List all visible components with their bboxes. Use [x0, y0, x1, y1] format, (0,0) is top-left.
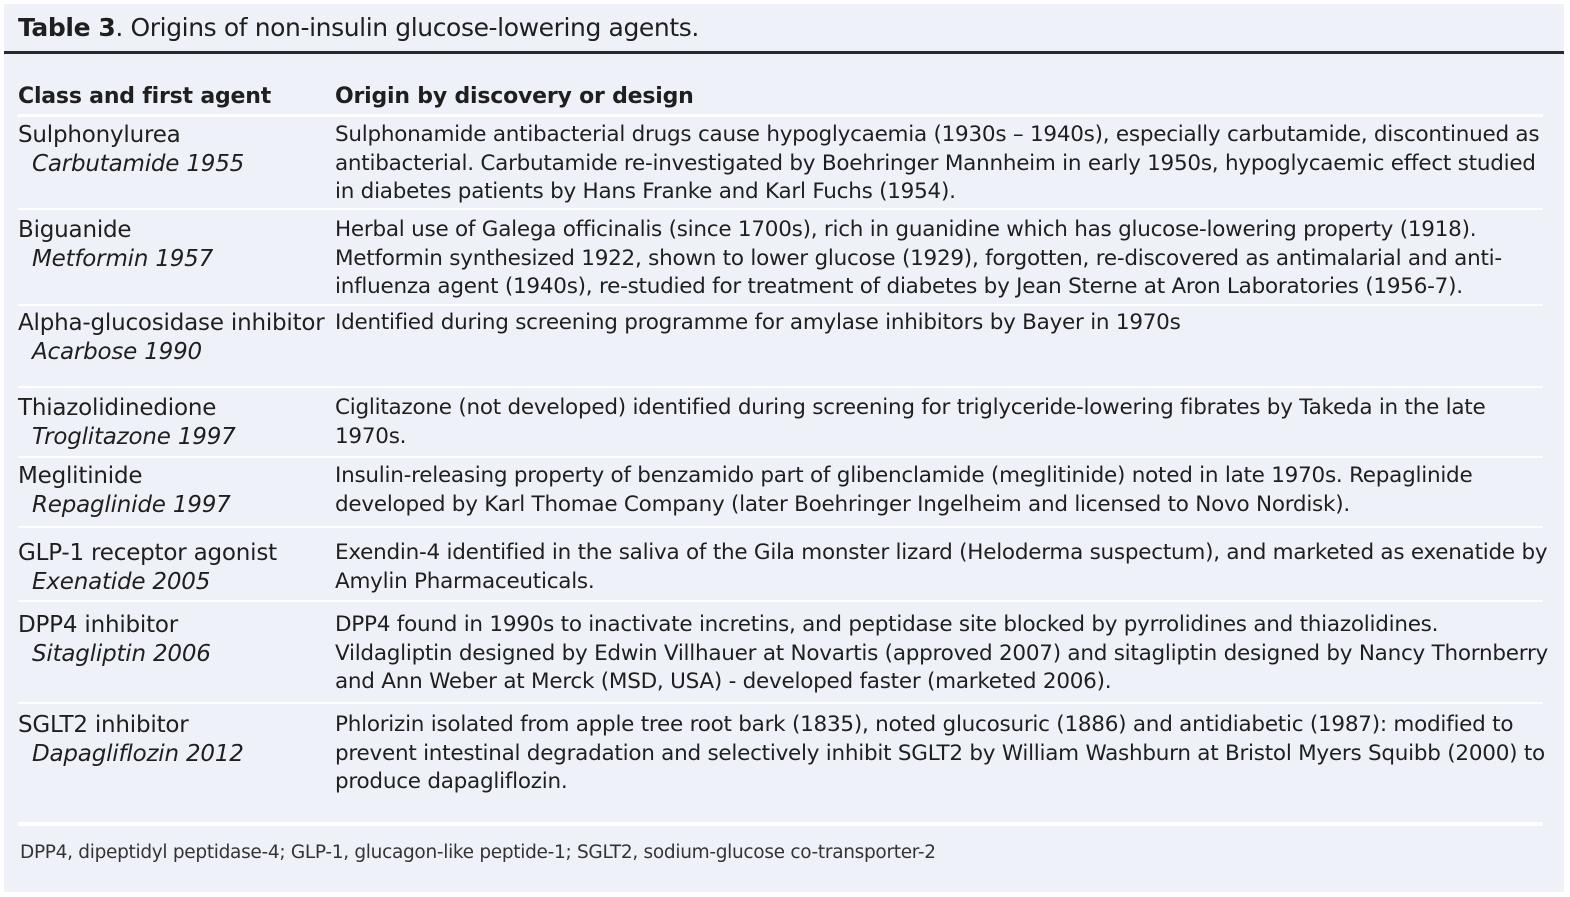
caption-label: Table 3 — [18, 13, 116, 42]
class-cell — [18, 539, 277, 596]
class-cell — [18, 462, 231, 519]
first-agent: Acarbose 1990 — [32, 338, 202, 365]
class-cell — [18, 121, 244, 178]
origin-cell: Sulphonamide antibacterial drugs cause hypoglycaemia (1930s – 1940s), especially carbutamide, discontinued as antibacterial. Carbutamide re-investigated by Boehringer Mannheim in early 1950s, hypoglycaemic effect studied in diabetes patients by Hans Franke and Karl Fuchs (1954). — [335, 122, 1540, 204]
caption-text: . Origins of non-insulin glucose-lowering agents. — [115, 13, 699, 42]
first-agent: Sitagliptin 2006 — [32, 640, 211, 667]
first-agent: Exenatide 2005 — [32, 568, 211, 595]
first-agent: Carbutamide 1955 — [32, 150, 245, 177]
row-divider — [18, 456, 1543, 458]
header-divider — [18, 114, 1543, 117]
origin-cell: Insulin-releasing property of benzamido part of glibenclamide (meglitinide) noted in late 1970s. Repaglinide developed by Karl Thomae Company (later Boehringer Ingelheim and licensed to Novo Nordisk). — [335, 463, 1473, 517]
class-name: Alpha-glucosidase inhibitor — [18, 310, 325, 336]
header-class-agent: Class and first agent — [18, 84, 272, 109]
origin-cell: DPP4 found in 1990s to inactivate incretins, and peptidase site blocked by pyrrolidines and thiazolidines. Vildagliptin designed by Edwin Villhauer at Novartis (approved 2007) and sitagliptin designed by Nancy Thornberry and Ann Weber at Merck (MSD, USA) - developed faster (marketed 2006). — [335, 612, 1549, 694]
header-origin: Origin by discovery or design — [335, 84, 694, 109]
first-agent: Metformin 1957 — [32, 245, 214, 272]
origin-cell: Herbal use of Galega officinalis (since 1700s), rich in guanidine which has glucose-lowering property (1918). Metformin synthesized 1922, shown to lower glucose (1929), forgotten, re-discovered as antimalarial and anti-influenza agent (1940s), re-studied for treatment of diabetes by Jean Sterne at Aron Laboratories (1956-7). — [335, 217, 1502, 299]
row-divider — [18, 600, 1543, 602]
class-cell — [18, 611, 211, 668]
row-divider — [18, 702, 1543, 704]
first-agent: Dapagliflozin 2012 — [32, 740, 244, 767]
row-divider — [18, 208, 1543, 210]
first-agent: Troglitazone 1997 — [32, 423, 236, 450]
class-name: Sulphonylurea — [18, 122, 181, 148]
origin-cell: Identified during screening programme for amylase inhibitors by Bayer in 1970s — [335, 310, 1181, 335]
class-name: DPP4 inhibitor — [18, 612, 179, 638]
origin-cell: Ciglitazone (not developed) identified during screening for triglyceride-lowering fibrates by Takeda in the late 1970s. — [335, 395, 1486, 449]
origin-cell: Exendin-4 identified in the saliva of the Gila monster lizard (Heloderma suspectum), and marketed as exenatide by Amylin Pharmaceuticals. — [335, 540, 1548, 594]
table-container — [4, 4, 1564, 892]
table-footnote: DPP4, dipeptidyl peptidase-4; GLP-1, glucagon-like peptide-1; SGLT2, sodium-glucose co-transporter-2 — [20, 842, 936, 863]
row-divider — [18, 304, 1543, 306]
row-divider — [18, 386, 1543, 388]
class-name: Biguanide — [18, 217, 132, 243]
class-name: Thiazolidinedione — [18, 395, 217, 421]
row-divider — [18, 526, 1543, 528]
class-name: Meglitinide — [18, 463, 143, 489]
table-caption — [4, 4, 1564, 54]
class-cell — [18, 216, 213, 273]
class-cell — [18, 394, 236, 451]
origin-cell: Phlorizin isolated from apple tree root bark (1835), noted glucosuric (1886) and antidiabetic (1987): modified to prevent intestinal degradation and selectively inhibit SGLT2 by William Washburn at Bristol Myers Squibb (2000) to produce dapagliflozin. — [335, 712, 1545, 794]
class-name: GLP-1 receptor agonist — [18, 540, 277, 566]
class-name: SGLT2 inhibitor — [18, 712, 189, 738]
class-cell — [18, 309, 325, 366]
class-cell — [18, 711, 244, 768]
first-agent: Repaglinide 1997 — [32, 491, 231, 518]
footnote-divider — [18, 822, 1543, 826]
